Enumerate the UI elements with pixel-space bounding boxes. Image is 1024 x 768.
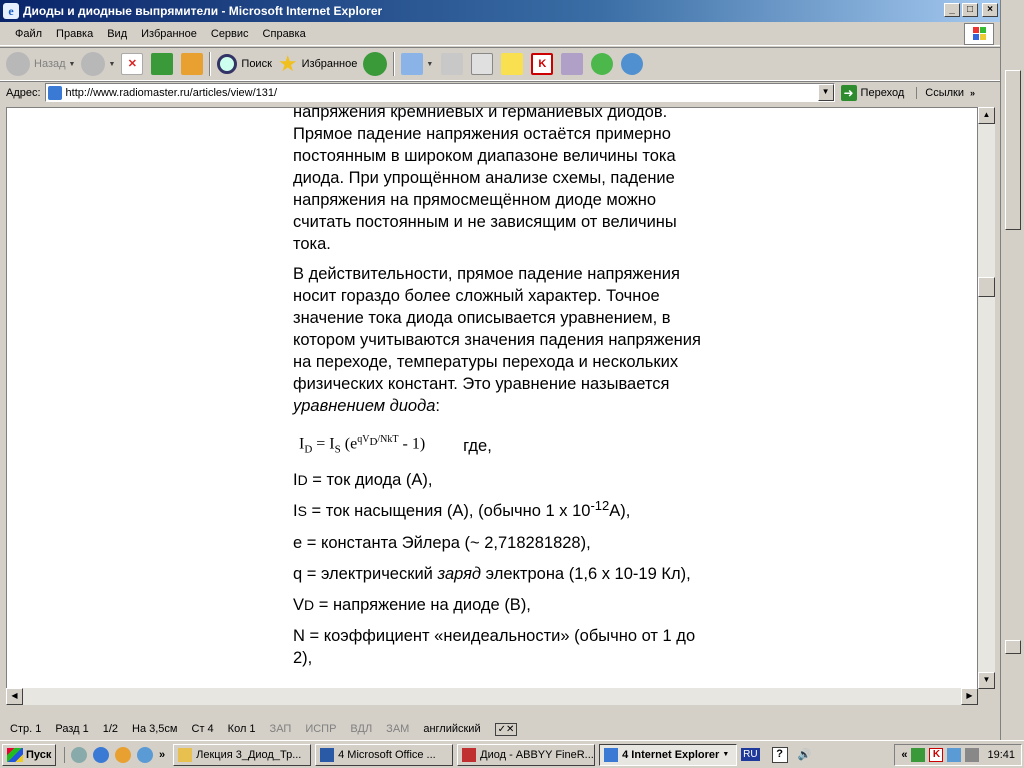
clock[interactable]: 19:41 — [987, 749, 1015, 761]
formula-row — [293, 425, 763, 461]
taskbar — [0, 740, 1024, 768]
definition-n: N = коэффициент «неидеальности» (обычно от 1 до 2), — [293, 626, 696, 667]
chevron-right-icon[interactable]: » — [159, 748, 166, 761]
address-label: Адрес: — [6, 86, 41, 99]
chevron-down-icon[interactable]: ▼ — [426, 60, 434, 68]
outlook-icon[interactable] — [137, 747, 153, 763]
status-pages: 1/2 — [102, 723, 119, 735]
links-label: Ссылки — [925, 86, 964, 99]
start-label: Пуск — [26, 748, 52, 761]
scroll-left-button[interactable]: ◀ — [6, 688, 23, 705]
menu-edit[interactable]: Правка — [56, 27, 94, 40]
search-button[interactable] — [217, 54, 271, 74]
forward-button[interactable] — [81, 52, 115, 76]
definition-id: ID = ток диода (А), — [293, 470, 433, 489]
text-line: на переходе, температуры перехода и нескольких — [293, 353, 679, 371]
link-charge[interactable]: заряд — [437, 564, 482, 583]
scroll-right-button[interactable]: ▶ — [961, 688, 978, 705]
print-icon[interactable] — [441, 53, 463, 75]
status-line: Ст 4 — [191, 723, 214, 735]
kaspersky-icon[interactable]: K — [929, 748, 943, 762]
page-content — [6, 107, 978, 689]
menu-bar — [0, 22, 1000, 46]
back-arrow-icon — [6, 52, 30, 76]
home-icon[interactable] — [181, 53, 203, 75]
page-icon — [48, 86, 62, 100]
chevron-down-icon[interactable]: ▼ — [68, 60, 76, 68]
chevron-right-icon[interactable]: » — [969, 87, 975, 98]
status-section: Разд 1 — [55, 723, 89, 735]
status-bar — [0, 719, 1000, 739]
text-line: значение тока диода описывается уравнением, в — [293, 309, 671, 327]
text-line: считать постоянным и не зависящим от величины — [293, 213, 677, 231]
vertical-scrollbar[interactable] — [978, 107, 995, 689]
chevron-down-icon[interactable]: ▼ — [108, 60, 116, 68]
toolbar-separator — [209, 52, 211, 76]
status-overtype[interactable]: ЗАМ — [386, 723, 410, 735]
where-label: где, — [463, 437, 492, 455]
back-label: Назад — [34, 58, 66, 70]
toolbar — [0, 47, 1000, 81]
search-label: Поиск — [241, 58, 272, 70]
network-icon[interactable] — [911, 748, 925, 762]
favorites-button[interactable] — [278, 53, 357, 75]
start-button[interactable] — [2, 744, 56, 766]
definition-vd: VD = напряжение на диоде (В), — [293, 595, 531, 614]
term-diode-equation: уравнением диода — [293, 397, 436, 415]
abbyy-icon — [462, 748, 476, 762]
window-title: Диоды и диодные выпрямители - Microsoft Internet Explorer — [23, 4, 383, 18]
ie-icon[interactable] — [93, 747, 109, 763]
scroll-down-button[interactable]: ▼ — [978, 672, 995, 689]
title-bar — [0, 0, 1000, 22]
window-controls — [944, 3, 998, 17]
scroll-up-button[interactable]: ▲ — [978, 107, 995, 124]
menu-favorites[interactable]: Избранное — [141, 27, 197, 40]
maximize-button[interactable]: □ — [962, 3, 978, 17]
status-column: Кол 1 — [227, 723, 256, 735]
toolbar-separator — [393, 52, 395, 76]
menu-help[interactable]: Справка — [262, 27, 306, 40]
windows-logo-icon — [964, 23, 994, 45]
text-line: диода. При упрощённом анализе схемы, падение — [293, 169, 675, 187]
task-ms-office[interactable] — [315, 744, 453, 766]
status-track-changes[interactable]: ИСПР — [305, 723, 337, 735]
scroll-thumb[interactable] — [978, 277, 995, 297]
task-label: Диод - ABBYY FineR... — [480, 748, 594, 761]
language-indicator[interactable]: RU — [743, 749, 758, 760]
text-line: тока. — [293, 235, 331, 253]
paragraph-diode-equation — [293, 263, 763, 417]
chevron-left-icon[interactable]: « — [901, 749, 908, 761]
text-line: напряжения кремниевых и германиевых диодов. — [293, 107, 668, 121]
media-player-icon[interactable] — [115, 747, 131, 763]
task-label: Лекция 3_Диод_Тр... — [196, 748, 302, 761]
messenger-icon[interactable] — [621, 53, 643, 75]
background-scroll-thumb[interactable] — [1005, 70, 1021, 230]
folder-icon — [178, 748, 192, 762]
system-tray — [894, 744, 1022, 766]
task-word-lecture[interactable] — [173, 744, 311, 766]
go-button[interactable] — [841, 85, 905, 101]
links-button[interactable] — [916, 87, 975, 99]
go-arrow-icon: ➜ — [841, 85, 857, 101]
colon: : — [435, 397, 440, 415]
refresh-icon[interactable] — [151, 53, 173, 75]
menu-tools[interactable]: Сервис — [210, 27, 249, 40]
spelling-icon[interactable]: ✓✕ — [495, 723, 518, 736]
chevron-down-icon[interactable]: ▼ — [818, 84, 834, 101]
quick-launch — [64, 747, 173, 763]
address-input[interactable] — [45, 83, 835, 102]
go-label: Переход — [860, 86, 905, 99]
edit-icon[interactable] — [471, 53, 493, 75]
menu-view[interactable]: Вид — [107, 27, 128, 40]
address-bar — [0, 81, 1000, 103]
volume-icon[interactable]: 🔊 — [797, 749, 812, 761]
address-url[interactable]: http://www.radiomaster.ru/articles/view/131/ — [65, 86, 278, 99]
back-button[interactable] — [6, 52, 75, 76]
ie-icon — [604, 748, 618, 762]
text-line: носит гораздо более сложный характер. Точное — [293, 287, 660, 305]
horizontal-scrollbar[interactable] — [6, 688, 978, 705]
paragraph-forward-drop — [293, 107, 763, 255]
note-icon[interactable] — [501, 53, 523, 75]
connection-icon[interactable] — [947, 748, 961, 762]
star-icon: ★ — [277, 51, 298, 76]
close-button[interactable]: × — [982, 3, 998, 17]
status-page: Стр. 1 — [10, 723, 42, 735]
definition-is: IS = ток насыщения (А), (обычно 1 х $10^{-12}А$), — [293, 497, 631, 520]
text-line: В действительности, прямое падение напряжения — [293, 265, 680, 283]
menu-file[interactable]: Файл — [15, 27, 43, 40]
ie-logo-icon: e — [3, 3, 19, 19]
article — [293, 108, 763, 678]
status-language[interactable]: английский — [423, 723, 481, 735]
task-internet-explorer[interactable] — [599, 744, 737, 766]
text-line: котором учитываются значения падения напряжения — [293, 331, 701, 349]
background-scroll-button[interactable] — [1005, 640, 1021, 654]
forward-arrow-icon — [81, 52, 105, 76]
task-label: 4 Microsoft Office ... — [338, 748, 436, 761]
stop-icon[interactable]: ✕ — [121, 53, 143, 75]
icq-icon[interactable] — [591, 53, 613, 75]
help-icon[interactable]: ? — [772, 747, 788, 763]
kaspersky-icon[interactable]: K — [531, 53, 553, 75]
status-record[interactable]: ЗАП — [269, 723, 292, 735]
desktop-icon[interactable] — [71, 747, 87, 763]
text-line: Прямое падение напряжения остаётся примерно — [293, 125, 671, 143]
mail-icon[interactable] — [401, 53, 423, 75]
minimize-button[interactable]: _ — [944, 3, 960, 17]
text-line: физических констант. Это уравнение называется — [293, 375, 670, 393]
text-line: постоянным в широком диапазоне величины тока — [293, 147, 676, 165]
history-icon[interactable] — [363, 52, 387, 76]
word-icon — [320, 748, 334, 762]
task-label: 4 Internet Explorer — [622, 748, 720, 761]
definition-q: q = электрический заряд электрона (1,6 х 10-19 Кл), — [293, 564, 691, 583]
windows-flag-icon — [7, 748, 23, 762]
task-abbyy[interactable] — [457, 744, 595, 766]
definition-e: е = константа Эйлера (~ 2,718281828), — [293, 533, 591, 552]
search-icon — [217, 54, 237, 74]
diode-equation-formula: $I_D = I_S$ $(e^{qV_D/NkT} - 1)$ — [299, 434, 426, 456]
status-extend[interactable]: ВДЛ — [350, 723, 373, 735]
status-position: На 3,5см — [132, 723, 178, 735]
chevron-down-icon: ▼ — [722, 751, 730, 758]
research-icon[interactable] — [561, 53, 583, 75]
text-line: напряжения на прямосмещённом диоде можно — [293, 191, 657, 209]
favorites-label: Избранное — [301, 58, 358, 70]
printer-icon[interactable] — [965, 748, 979, 762]
